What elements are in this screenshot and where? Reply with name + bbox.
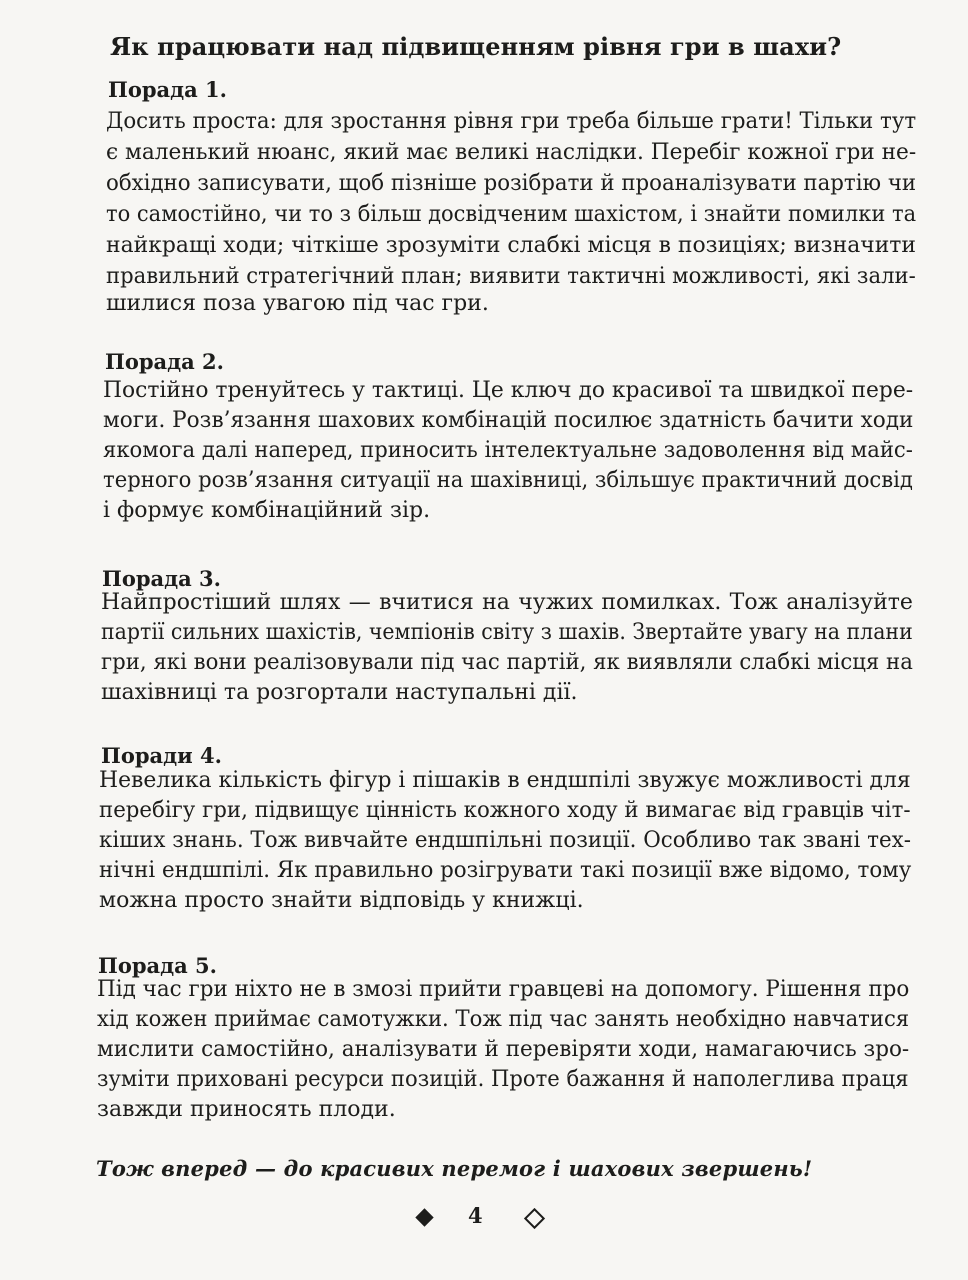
tip-1-line: правильний стратегічний план; виявити тактичні можливості, які зали- [106, 264, 916, 289]
outline-diamond-icon [524, 1208, 545, 1229]
tip-2-line: і формує комбінаційний зір. [103, 498, 431, 523]
tip-1-line: є маленький нюанс, який має великі наслідки. Перебіг кожної гри не- [106, 140, 917, 165]
tip-5-line: Під час гри ніхто не в змозі прийти гравцеві на допомогу. Рішення про [97, 977, 910, 1002]
tip-1-line: обхідно записувати, щоб пізніше розібрати й проаналізувати партію чи [106, 171, 917, 196]
tip-1-line: Досить проста: для зростання рівня гри треба більше грати! Тільки тут [106, 109, 917, 134]
tip-5-line: хід кожен приймає самотужки. Тож під час занять необхідно навчатися [97, 1007, 910, 1032]
page-footer [0, 1203, 968, 1233]
tip-4-line: нічні ендшпілі. Як правильно розігрувати такі позиції вже відомо, тому [99, 858, 912, 883]
tip-4-heading: Поради 4. [101, 743, 222, 768]
tip-3-line: Найпростіший шлях — вчитися на чужих помилках. Тож аналізуйте [101, 590, 913, 615]
tip-4-line: перебігу гри, підвищує цінність кожного ходу й вимагає від гравців чіт- [99, 798, 911, 823]
tip-2-line: терного розв’язання ситуації на шахівниці, збільшує практичний досвід [103, 468, 913, 493]
tip-4-line: можна просто знайти відповідь у книжці. [99, 888, 584, 913]
tip-4-line: Невелика кількість фігур і пішаків в ендшпілі звужує можливості для [99, 768, 911, 793]
page-title: Як працювати над підвищенням рівня гри в шахи? [110, 32, 842, 61]
tip-3-line: партії сильних шахістів, чемпіонів світу з шахів. Звертайте увагу на плани [101, 620, 913, 645]
tip-3-heading: Порада 3. [102, 566, 221, 591]
tip-3-line: шахівниці та розгортали наступальні дії. [101, 680, 578, 705]
tip-1-line: шилися поза увагою під час гри. [106, 291, 489, 316]
tip-2-heading: Порада 2. [105, 349, 224, 374]
tip-5-line: зуміти приховані ресурси позицій. Проте бажання й наполеглива праця [97, 1067, 909, 1092]
tip-1-line: то самостійно, чи то з більш досвідченим шахістом, і знайти помилки та [106, 202, 917, 227]
tip-4-line: кіших знань. Тож вивчайте ендшпільні позиції. Особливо так звані тех- [99, 828, 911, 853]
tip-2-line: Постійно тренуйтесь у тактиці. Це ключ до красивої та швидкої пере- [103, 378, 914, 403]
tip-2-line: моги. Розв’язання шахових комбінацій посилює здатність бачити ходи [103, 408, 914, 433]
tip-5-heading: Порада 5. [98, 953, 217, 978]
tip-1-heading: Порада 1. [108, 77, 227, 102]
page-number: 4 [468, 1203, 483, 1228]
tip-5-line: мислити самостійно, аналізувати й перевіряти ходи, намагаючись зро- [97, 1037, 910, 1062]
tip-5-line: завжди приносять плоди. [97, 1097, 396, 1122]
filled-diamond-icon [415, 1208, 433, 1226]
tip-1-line: найкращі ходи; чіткіше зрозуміти слабкі місця в позиціях; визначити [106, 233, 917, 258]
closing-line: Тож вперед — до красивих перемог і шахових звершень! [96, 1156, 813, 1181]
tip-3-line: гри, які вони реалізовували під час партій, як виявляли слабкі місця на [101, 650, 913, 675]
tip-2-line: якомога далі наперед, приносить інтелектуальне задоволення від майс- [103, 438, 913, 463]
